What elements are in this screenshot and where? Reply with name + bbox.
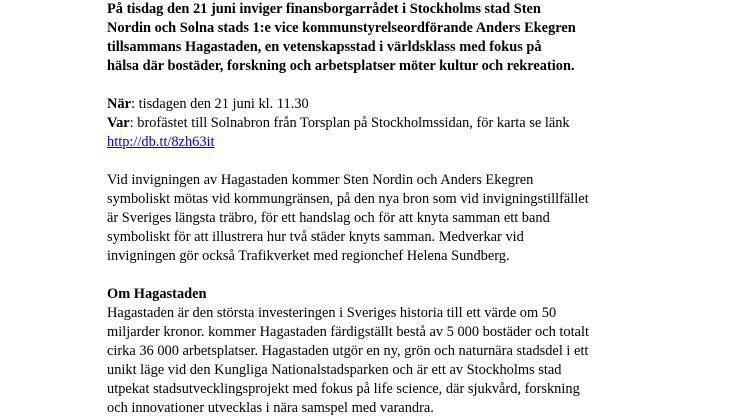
where-label: Var — [107, 115, 130, 131]
press-release-document — [107, 0, 707, 418]
event-details — [107, 95, 707, 152]
about-body: Hagastaden är den största investeringen i Sveriges historia till ett värde om 50 miljarder kronor. kommer Hagastaden färdigställt bestå av 5 000 bostäder och totalt cirka 36 000 arbetsplatser. Hagastaden utgör en ny, grön och naturnära stadsdel i ett unikt läge vid den Kungliga Nationalstadsparken och är ett av Stockholms stad utpekat stadsutvecklingsprojekt med fokus på life science, där sjukvård, forskning och innovationer utvecklas i nära samspel med varandra. — [107, 305, 589, 416]
map-link-line — [107, 133, 707, 152]
about-heading: Om Hagastaden — [107, 286, 207, 302]
where-text: : brofästet till Solnabron från Torsplan på Stockholmssidan, för karta se länk — [129, 115, 570, 131]
when-text: : tisdagen den 21 juni kl. 11.30 — [130, 96, 309, 112]
lead-paragraph: På tisdag den 21 juni inviger finansborgarrådet i Stockholms stad Sten Nordin och Solna stads 1:e vice kommunstyrelseordförande Anders Ekegren tillsammans Hagastaden, en vetenskapsstad i världsklass med fokus på hälsa där bostäder, forskning och arbetsplatser möter kultur och rekreation. — [107, 1, 576, 74]
where-line — [107, 114, 707, 133]
map-link[interactable]: http://db.tt/8zh63it — [107, 134, 215, 150]
inauguration-paragraph: Vid invigningen av Hagastaden kommer Sten Nordin och Anders Ekegren symboliskt mötas vid kommungränsen, på den nya bron som vid invigningstillfället är Sveriges längsta träbro, för ett handslag och för att knyta samman ett band symboliskt för att illustrera hur två städer knyts samman. Medverkar vid invigningen gör också Trafikverket med regionchef Helena Sundberg. — [107, 172, 589, 264]
when-line — [107, 95, 707, 114]
when-label: När — [107, 96, 131, 112]
